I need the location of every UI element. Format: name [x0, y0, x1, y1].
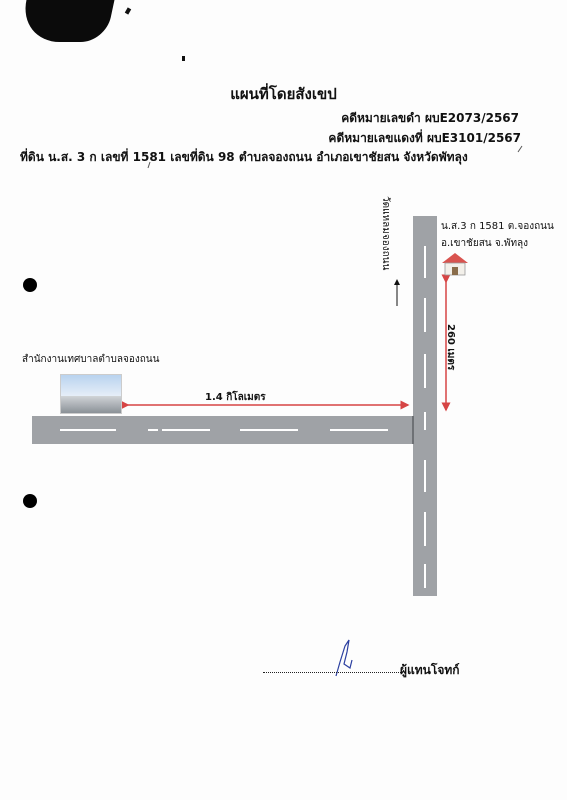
vertical-road-label: วัดแหลมจองถนน	[380, 196, 391, 271]
vertical-distance-label: 260 เมตร	[445, 324, 456, 371]
land-description: ที่ดิน น.ส. 3 ก เลขที่ 1581 เลขที่ดิน 98 ตำบลจองถนน อำเภอเขาชัยสน จังหวัดพัทลุง	[20, 150, 468, 164]
black-case-number: คดีหมายเลขดำ ผบE2073/2567	[341, 111, 519, 125]
red-case-number: คดีหมายเลขแดงที่ ผบE3101/2567	[328, 131, 521, 145]
signature-line	[263, 672, 401, 673]
parcel-label-line2: อ.เขาชัยสน จ.พัทลุง	[441, 238, 529, 249]
building-photo	[60, 374, 122, 414]
signature-label: ผู้แทนโจทก์	[400, 663, 460, 677]
tick-mark	[148, 162, 150, 168]
horizontal-distance-label: 1.4 กิโลเมตร	[205, 392, 266, 403]
office-label: สำนักงานเทศบาลตำบลจองถนน	[22, 354, 160, 365]
house-icon	[440, 250, 470, 278]
parcel-label-line1: น.ส.3 ก 1581 ต.จองถนน	[441, 221, 554, 232]
tick-mark	[518, 146, 522, 152]
document-title: แผนที่โดยสังเขป	[230, 85, 337, 103]
signature-stroke	[336, 640, 352, 676]
